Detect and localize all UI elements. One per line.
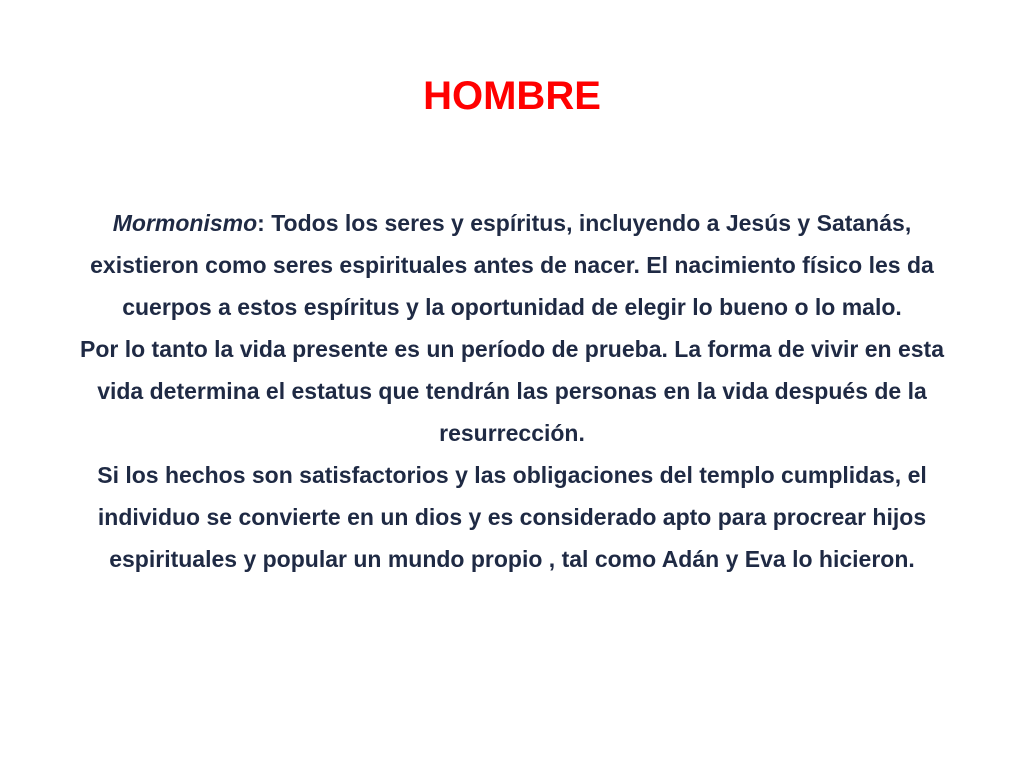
paragraph-2: Por lo tanto la vida presente es un período de prueba. La forma de vivir en esta vida determina el estatus que tendrán las personas en la vida después de la resurrección. — [79, 336, 944, 446]
slide-title: HOMBRE — [423, 74, 601, 118]
paragraph-3: Si los hechos son satisfactorios y las obligaciones del templo cumplidas, el individuo se convierte en un dios y es considerado apto para procrear hijos espirituales y popular un mundo propio , tal como Adán y Eva lo hicieron. — [97, 462, 927, 572]
term-separator: : — [257, 210, 272, 236]
slide-body — [62, 202, 962, 580]
term-mormonismo: Mormonismo — [112, 210, 258, 236]
paragraph-1 — [62, 202, 962, 328]
paragraph-1-text: Todos los seres y espíritus, incluyendo a Jesús y Satanás, existieron como seres espirituales antes de nacer. El nacimiento físico les da cuerpos a estos espíritus y la oportunidad de elegir lo bueno o lo malo. — [90, 210, 934, 320]
